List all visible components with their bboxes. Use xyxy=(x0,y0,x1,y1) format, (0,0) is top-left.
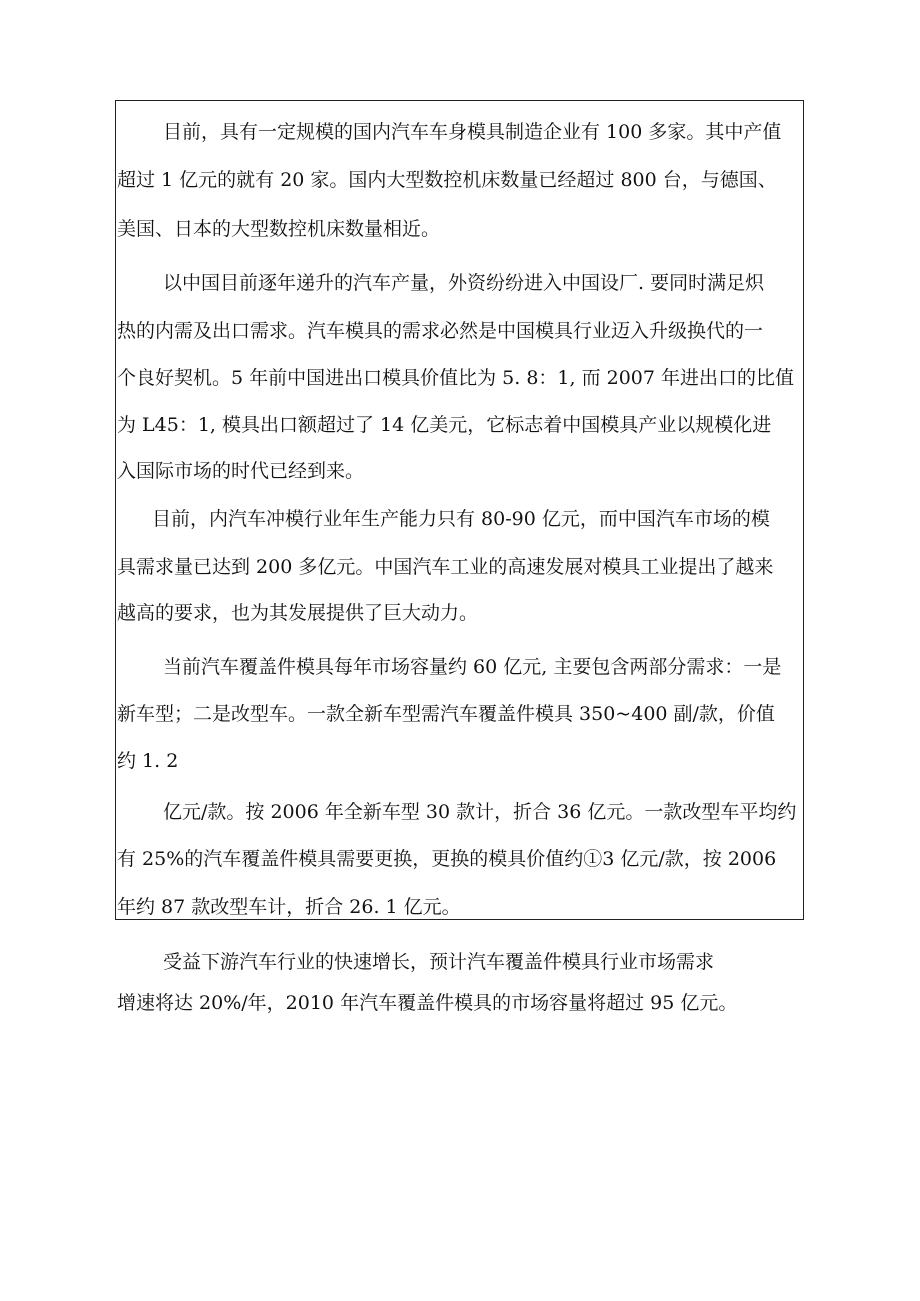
paragraph-3-line-1: 目前，内汽车冲模行业年生产能力只有 80-90 亿元，而中国汽车市场的模 xyxy=(152,508,770,530)
outside-paragraph-line-1: 受益下游汽车行业的快速增长，预计汽车覆盖件模具行业市场需求 xyxy=(163,951,715,973)
paragraph-1-line-2: 超过 1 亿元的就有 20 家。国内大型数控机床数量已经超过 800 台，与德国、 xyxy=(117,169,777,191)
paragraph-2-line-1: 以中国目前逐年递升的汽车产量，外资纷纷进入中国设厂. 要同时满足炽 xyxy=(163,272,765,294)
paragraph-1-line-3: 美国、日本的大型数控机床数量相近。 xyxy=(117,218,441,240)
paragraph-2-line-5: 入国际市场的时代已经到来。 xyxy=(117,460,365,482)
outside-paragraph-line-2: 增速将达 20%/年，2010 年汽车覆盖件模具的市场容量将超过 95 亿元。 xyxy=(117,992,738,1014)
paragraph-4-line-1: 当前汽车覆盖件模具每年市场容量约 60 亿元, 主要包含两部分需求：一是 xyxy=(163,656,782,678)
paragraph-5-line-2: 有 25%的汽车覆盖件模具需要更换，更换的模具价值约①3 亿元/款，按 2006 xyxy=(117,848,777,870)
paragraph-3-line-3: 越高的要求，也为其发展提供了巨大动力。 xyxy=(117,602,479,624)
paragraph-2-line-4: 为 L45：1, 模具出口额超过了 14 亿美元，它标志着中国模具产业以规模化进 xyxy=(117,414,772,436)
paragraph-5-line-3: 年约 87 款改型车计，折合 26. 1 亿元。 xyxy=(117,896,461,918)
paragraph-1-line-1: 目前，具有一定规模的国内汽车车身模具制造企业有 100 多家。其中产值 xyxy=(163,121,782,143)
paragraph-2-line-2: 热的内需及出口需求。汽车模具的需求必然是中国模具行业迈入升级换代的一 xyxy=(117,320,764,342)
paragraph-4-line-2: 新车型；二是改型车。一款全新车型需汽车覆盖件模具 350~400 副/款，价值 xyxy=(117,703,775,725)
paragraph-4-line-3: 约 1. 2 xyxy=(117,750,179,772)
paragraph-5-line-1: 亿元/款。按 2006 年全新车型 30 款计，折合 36 亿元。一款改型车平均约 xyxy=(163,801,797,823)
paragraph-2-line-3: 个良好契机。5 年前中国进出口模具价值比为 5. 8：1, 而 2007 年进出口的比值 xyxy=(117,367,795,389)
paragraph-3-line-2: 具需求量已达到 200 多亿元。中国汽车工业的高速发展对模具工业提出了越来 xyxy=(117,556,774,578)
